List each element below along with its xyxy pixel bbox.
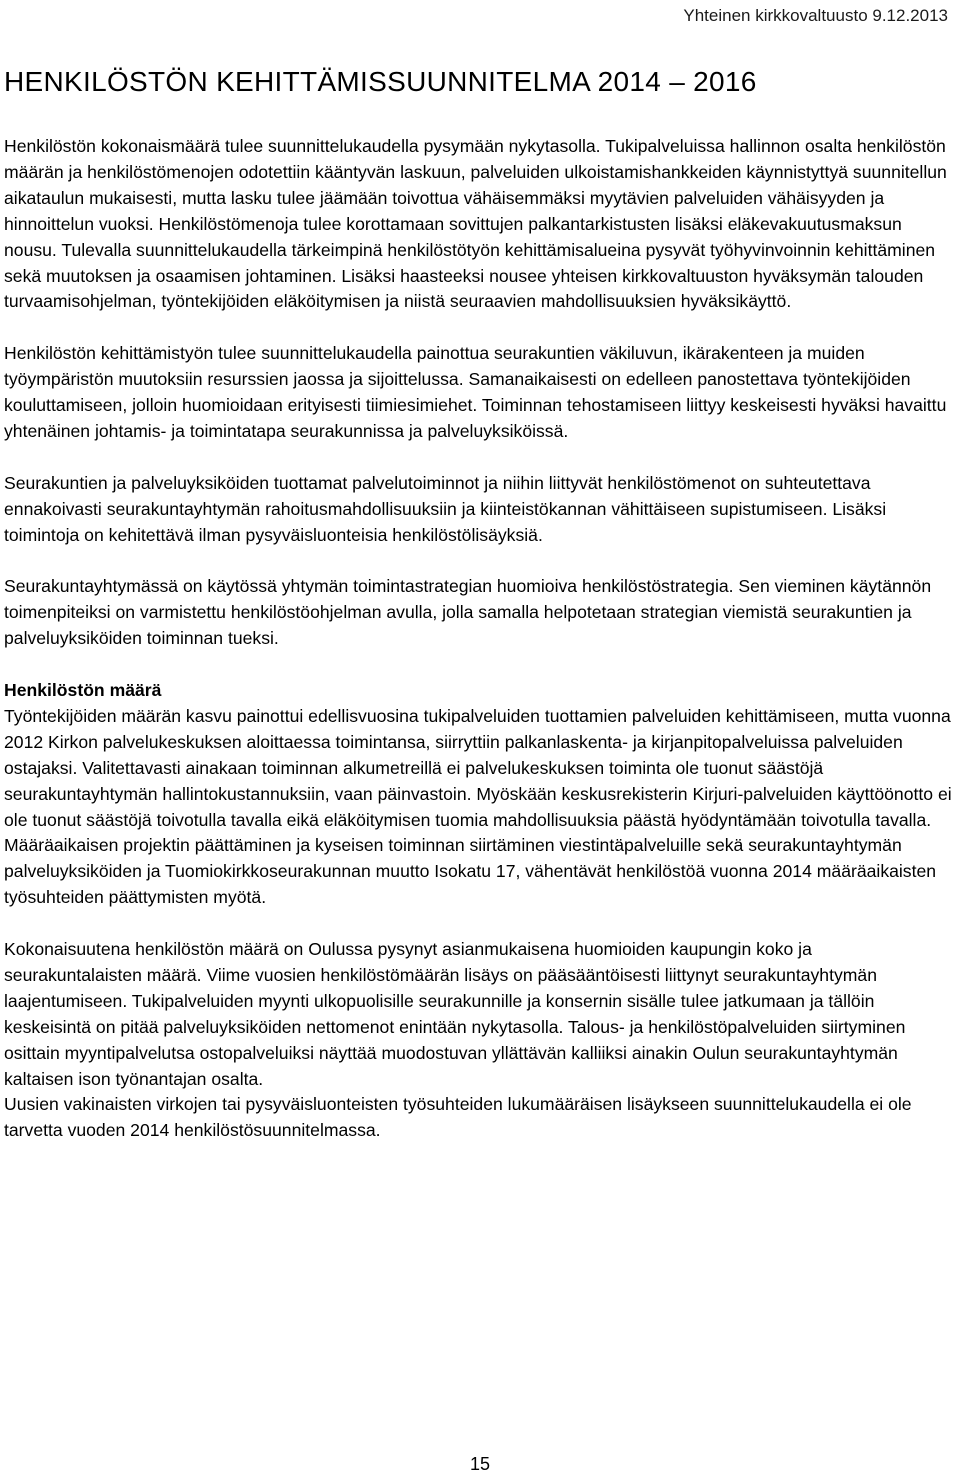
document-body [4,134,954,1144]
page-header-note: Yhteinen kirkkovaltuusto 9.12.2013 [683,6,948,25]
paragraph-staff-total: Kokonaisuutena henkilöstön määrä on Oulussa pysynyt asianmukaisena huomioiden kaupungin koko ja seurakuntalaisten määrä. Viime vuosien henkilöstömäärän lisäys on pääsääntöisesti liittynyt seurakuntayhtymän laajentumiseen. Tukipalveluiden myynti ulkopuolisille seurakunnille ja konsernin sisälle tulee jatkumaan ja tällöin keskeisintä on pitää palveluyksiköiden nettomenot enintään nykytasolla. Talous- ja henkilöstöpalveluiden siirtyminen osittain myyntipalvelutsa ostopalveluiksi näyttää muodostuvan yllättävän kalliiksi ainakin Oulun seurakuntayhtymän kaltaisen ison työnantajan osalta. [4,939,906,1089]
paragraph-services: Seurakuntien ja palveluyksiköiden tuottamat palvelutoiminnot ja niihin liittyvät henkilöstömenot on suhteutettava ennakoivasti seurakuntayhtymän rahoitusmahdollisuuksiin ja kiinteistökannan vähittäiseen supistumiseen. Lisäksi toimintoja on kehitettävä ilman pysyväisluonteisia henkilöstölisäyksiä. [4,472,887,545]
page-title: HENKILÖSTÖN KEHITTÄMISSUUNNITELMA 2014 – 2016 [4,66,757,97]
paragraph-staff-growth: Työntekijöiden määrän kasvu painottui edellisvuosina tukipalveluiden tuottamien palveluiden kehittämiseen, mutta vuonna 2012 Kirkon palvelukeskuksen aloittaessa toimintansa, siirryttiin palkanlaskenta- ja kirjanpitopalveluissa palveluiden ostajaksi. Valitettavasti ainakaan toiminnan alkumetreillä ei palvelukeskuksen toiminta ole tuonut säästöjä seurakuntayhtymän hallintokustannuksiin, vaan päinvastoin. Myöskään keskusrekisterin Kirjuri-palveluiden käyttöönotto ei ole tuonut säästöjä toivotulla tavalla eikä eläköitymisen tuomia mahdollisuuksia päästä hyödyntämään toivotulla tavalla. Määräaikaisen projektin päättäminen ja kyseisen toiminnan siirtäminen viestintäpalveluille sekä seurakuntayhtymän palveluyksiköiden ja Tuomiokirkkoseurakunnan muutto Isokatu 17, vähentävät henkilöstöä vuonna 2014 määräaikaisten työsuhteiden päättymisten myötä. [4,705,952,908]
paragraph-development: Henkilöstön kehittämistyön tulee suunnittelukaudella painottua seurakuntien väkiluvun, ikärakenteen ja muiden työympäristön muutoksiin resurssien jaossa ja sijoittelussa. Samanaikaisesti on edelleen panostettava työntekijöiden kouluttamiseen, jolloin huomioidaan erityisesti tiimiesimiehet. Toiminnan tehostamiseen liittyy keskeisesti hyväksi havaittu yhtenäinen johtamis- ja toimintatapa seurakunnissa ja palveluyksiköissä. [4,343,947,441]
paragraph-intro: Henkilöstön kokonaismäärä tulee suunnittelukaudella pysymään nykytasolla. Tukipalveluissa hallinnon osalta henkilöstön määrän ja henkilöstömenojen odotettiin kääntyvän laskuun, palveluiden ulkoistamishankkeiden käynnistyttyä suunnitellun aikataulun mukaisesti, mutta lasku tulee jäämään toivottua vähäisemmäksi myytävien palveluiden vähäisyyden ja hinnoittelun vuoksi. Henkilöstömenoja tulee korottamaan sovittujen palkantarkistusten lisäksi eläkevakuutusmaksun nousu. Tulevalla suunnittelukaudella tärkeimpinä henkilöstötyön kehittämisalueina pysyvät työhyvinvoinnin kehittäminen sekä muutoksen ja osaamisen johtaminen. Lisäksi haasteeksi nousee yhteisen kirkkovaltuuston hyväksymän talouden turvaamisohjelman, työntekijöiden eläköitymisen ja niistä seuraavien mahdollisuuksien hyväksikäyttö. [4,136,947,312]
page-number: 15 [469,1454,491,1474]
paragraph-new-positions: Uusien vakinaisten virkojen tai pysyväisluonteisten työsuhteiden lukumääräisen lisäykseen suunnittelukaudella ei ole tarvetta vuoden 2014 henkilöstösuunnitelmassa. [4,1094,912,1141]
paragraph-strategy: Seurakuntayhtymässä on käytössä yhtymän toimintastrategian huomioiva henkilöstöstrategia. Sen vieminen käytännön toimenpiteiksi on varmistettu henkilöstöohjelman avulla, jolla samalla helpotetaan strategian viemistä seurakuntien ja palveluyksiköiden toiminnan tueksi. [4,576,932,649]
section-heading: Henkilöstön määrä [4,679,162,700]
